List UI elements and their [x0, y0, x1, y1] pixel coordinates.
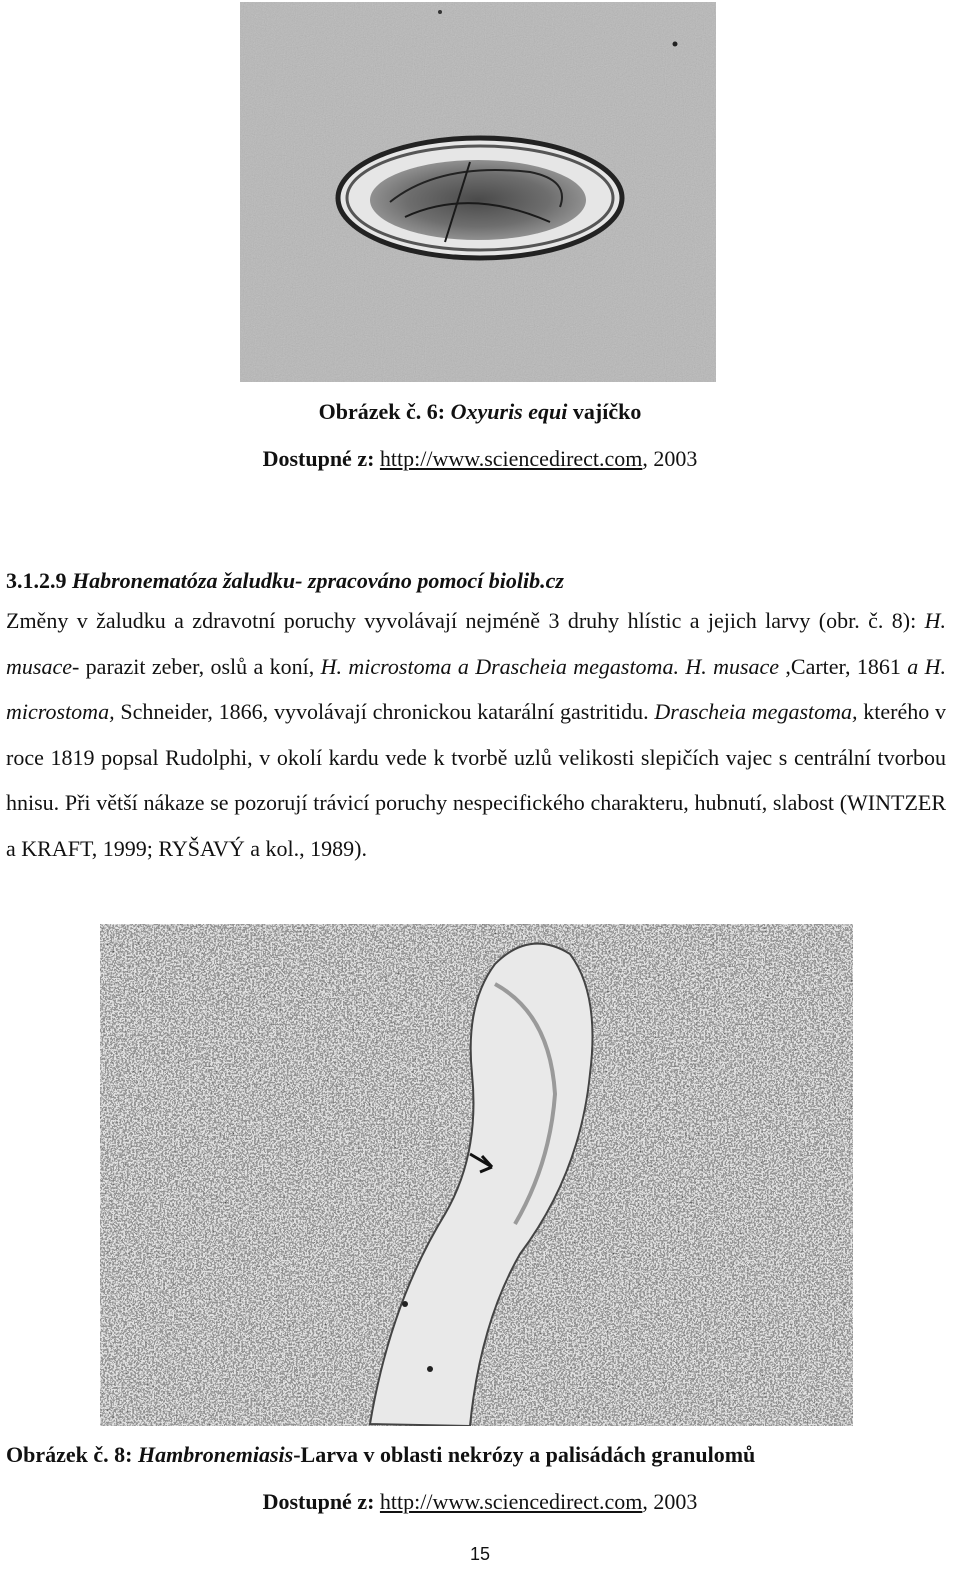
caption-suffix: vajíčko [567, 399, 642, 424]
source-label: Dostupné z: [262, 1489, 375, 1514]
caption-suffix: -Larva v oblasti nekrózy a palisádách granulomů [293, 1442, 756, 1467]
caption-species: Oxyuris equi [450, 399, 568, 424]
species-name: Drascheia megastoma, [654, 699, 858, 725]
body-paragraph [6, 598, 946, 872]
caption-prefix: Obrázek č. 8: [6, 1442, 138, 1467]
species-name: a H. microstoma, [6, 653, 946, 725]
text-run: Změny v žaludku a zdravotní poruchy vyvolávají nejméně 3 druhy hlístic a jejich larvy (obr. č. 8): [6, 608, 925, 633]
section-heading [6, 567, 946, 595]
source-year: , 2003 [642, 446, 698, 471]
section-title: Habronematóza žaludku- zpracováno pomocí biolib.cz [66, 568, 564, 593]
source-year: , 2003 [642, 1489, 698, 1514]
text-run: - parazit zeber, oslů a koní, [71, 653, 321, 679]
species-name: H. musace [6, 608, 946, 679]
oxyuris-egg-micrograph [240, 2, 716, 382]
section-number: 3.1.2.9 [6, 568, 67, 593]
figure-6-source [0, 445, 960, 473]
text-run: Schneider, 1866, vyvolávají chronickou katarální gastritidu. [114, 699, 655, 725]
figure-6-caption [0, 398, 960, 426]
habronema-larva-image [100, 924, 853, 1426]
figure-8-source [0, 1488, 960, 1516]
caption-prefix: Obrázek č. 6: [318, 399, 451, 424]
text-run: kterého v roce 1819 popsal Rudolphi, v okolí kardu vede k tvorbě uzlů velikosti slepičích vajec s centrální tvorbou hnisu. Při větší nákaze se pozorují trávicí poruchy nespecifického charakteru, hubnutí, slabost (WINTZER a KRAFT, 1999; RYŠAVÝ a kol., 1989). [6, 699, 947, 861]
caption-species: Hambronemiasis [137, 1442, 294, 1467]
page-number: 15 [469, 1544, 491, 1564]
text-run: ,Carter, 1861 [779, 653, 908, 679]
source-link[interactable]: http://www.sciencedirect.com [379, 446, 643, 471]
habronema-larva-micrograph [100, 924, 853, 1426]
source-label: Dostupné z: [262, 446, 375, 471]
figure-8-caption [6, 1441, 956, 1469]
source-link[interactable]: http://www.sciencedirect.com [379, 1489, 643, 1514]
species-name: H. microstoma a Drascheia megastoma. H. musace [320, 653, 780, 679]
oxyuris-egg-image [240, 2, 716, 382]
